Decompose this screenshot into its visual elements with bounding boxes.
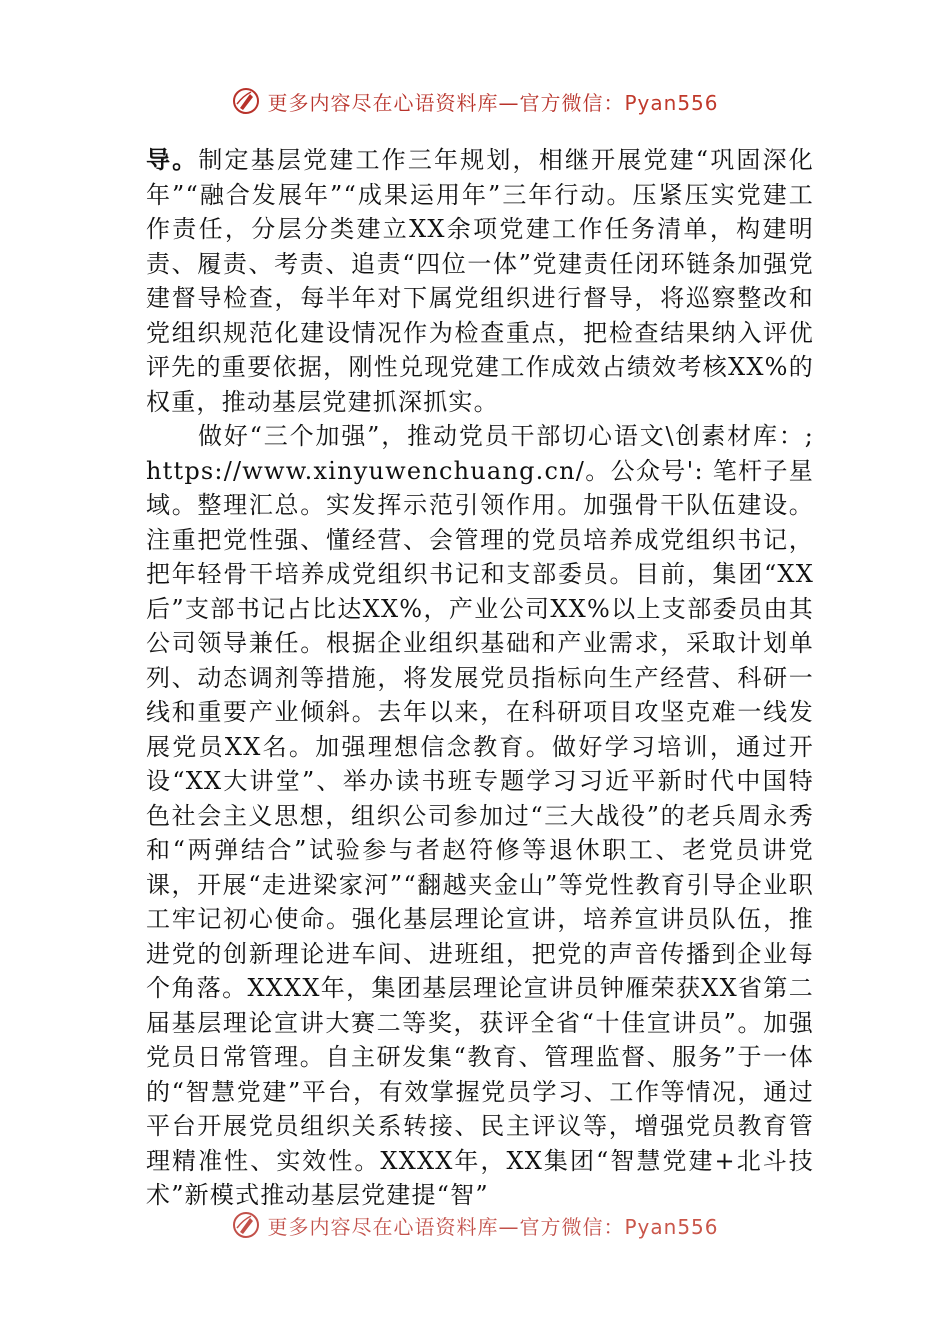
watermark-text: 更多内容尽在心语资料库—官方微信：Pyan556 [267, 90, 719, 115]
watermark-footer [0, 1210, 950, 1240]
pen-nib-logo-icon [231, 86, 261, 116]
watermark-wechat-id: Pyan556 [624, 1214, 719, 1239]
paragraph-1 [146, 143, 814, 419]
paragraph-1-lead: 导。 [146, 145, 199, 174]
watermark-text: 更多内容尽在心语资料库—官方微信：Pyan556 [267, 1214, 719, 1239]
watermark-header [0, 86, 950, 116]
paragraph-1-text: 制定基层党建工作三年规划，相继开展党建“巩固深化年”“融合发展年”“成果运用年”三年行动。压紧压实党建工作责任，分层分类建立XX余项党建工作任务清单，构建明责、履责、考责、追责“四位一体”党建责任闭环链条加强党建督导检查，每半年对下属党组织进行督导，将巡察整改和党组织规范化建设情况作为检查重点，把检查结果纳入评优评先的重要依据，刚性兑现党建工作成效占绩效考核XX%的权重，推动基层党建抓深抓实。 [146, 146, 814, 416]
watermark-wechat-id: Pyan556 [624, 90, 719, 115]
pen-nib-logo-icon [231, 1210, 261, 1240]
paragraph-2 [146, 419, 814, 1213]
paragraph-2-text: 做好“三个加强”，推动党员干部切心语文\创素材库：;https://www.xinyuwenchuang.cn/。公众号': 笔杆子星域。整理汇总。实发挥示范引领作用。加强骨干队伍建设。注重把党性强、懂经营、会管理的党员培养成党组织书记，把年轻骨干培养成党组织书记和支部委员。目前，集团“XX后”支部书记占比达XX%，产业公司XX%以上支部委员由其公司领导兼任。根据企业组织基础和产业需求，采取计划单列、动态调剂等措施，将发展党员指标向生产经营、科研一线和重要产业倾斜。去年以来，在科研项目攻坚克难一线发展党员XX名。加强理想信念教育。做好学习培训，通过开设“XX大讲堂”、举办读书班专题学习习近平新时代中国特色社会主义思想，组织公司参加过“三大战役”的老兵周永秀和“两弹结合”试验参与者赵符修等退休职工、老党员讲党课，开展“走进梁家河”“翻越夹金山”等党性教育引导企业职工牢记初心使命。强化基层理论宣讲，培养宣讲员队伍，推进党的创新理论进车间、进班组，把党的声音传播到企业每个角落。XXXX年，集团基层理论宣讲员钟雁荣获XX省第二届基层理论宣讲大赛二等奖，获评全省“十佳宣讲员”。加强党员日常管理。自主研发集“教育、管理监督、服务”于一体的“智慧党建”平台，有效掌握党员学习、工作等情况，通过平台开展党员组织关系转接、民主评议等，增强党员教育管理精准性、实效性。XXXX年，XX集团“智慧党建+北斗技术”新模式推动基层党建提“智” [146, 422, 814, 1209]
document-body [146, 143, 814, 1213]
